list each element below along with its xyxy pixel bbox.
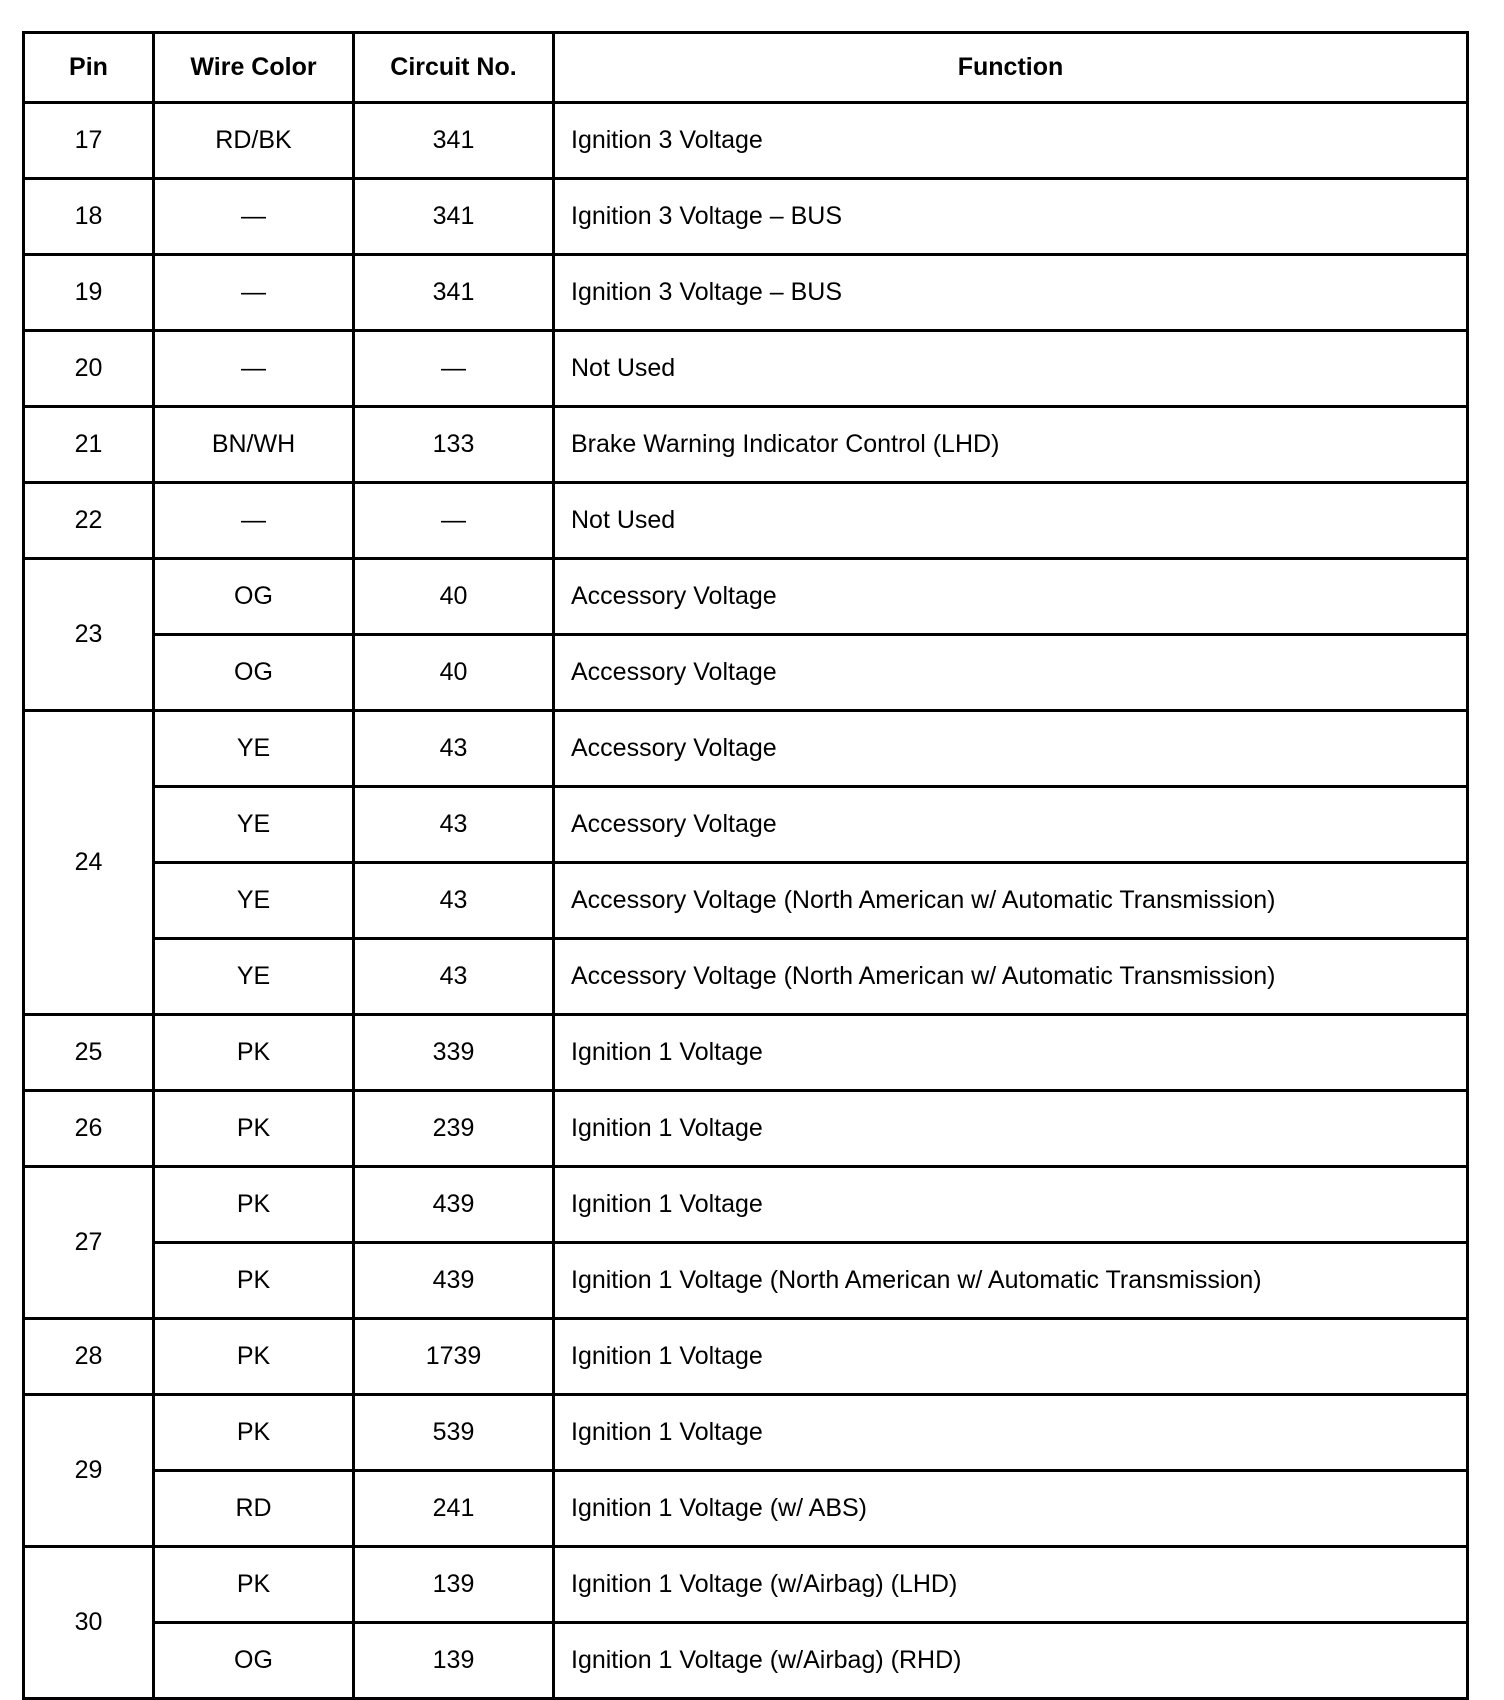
connector-pinout-table <box>22 31 1469 1700</box>
function-cell: Ignition 1 Voltage (w/Airbag) (RHD) <box>554 1623 1468 1699</box>
wire-color-cell: BN/WH <box>154 407 354 483</box>
wire-color-cell: YE <box>154 711 354 787</box>
table-row <box>24 711 1468 787</box>
wire-color-cell: YE <box>154 939 354 1015</box>
function-cell: Ignition 1 Voltage <box>554 1091 1468 1167</box>
function-cell: Brake Warning Indicator Control (LHD) <box>554 407 1468 483</box>
header-row <box>24 33 1468 103</box>
table-row <box>24 1547 1468 1623</box>
circuit-no-cell: 539 <box>354 1395 554 1471</box>
wire-color-cell: PK <box>154 1015 354 1091</box>
circuit-no-column-header: Circuit No. <box>354 33 554 103</box>
pin-cell: 29 <box>24 1395 154 1547</box>
table-row <box>24 635 1468 711</box>
wire-color-cell: — <box>154 179 354 255</box>
pin-cell: 30 <box>24 1547 154 1699</box>
pin-column-header: Pin <box>24 33 154 103</box>
wire-color-cell: RD <box>154 1471 354 1547</box>
circuit-no-cell: 133 <box>354 407 554 483</box>
pin-cell: 21 <box>24 407 154 483</box>
wire-color-cell: OG <box>154 559 354 635</box>
table-body <box>24 103 1468 1699</box>
table-row <box>24 1623 1468 1699</box>
function-cell: Not Used <box>554 483 1468 559</box>
wire-color-cell: PK <box>154 1319 354 1395</box>
function-cell: Ignition 3 Voltage <box>554 103 1468 179</box>
table-row <box>24 331 1468 407</box>
pin-cell: 26 <box>24 1091 154 1167</box>
function-cell: Ignition 3 Voltage – BUS <box>554 179 1468 255</box>
pin-cell: 25 <box>24 1015 154 1091</box>
function-cell: Accessory Voltage <box>554 559 1468 635</box>
pin-cell: 22 <box>24 483 154 559</box>
table-row <box>24 939 1468 1015</box>
circuit-no-cell: 439 <box>354 1167 554 1243</box>
function-cell: Accessory Voltage <box>554 787 1468 863</box>
table-row <box>24 255 1468 331</box>
circuit-no-cell: 339 <box>354 1015 554 1091</box>
circuit-no-cell: 43 <box>354 711 554 787</box>
function-cell: Ignition 1 Voltage (North American w/ Automatic Transmission) <box>554 1243 1468 1319</box>
function-column-header: Function <box>554 33 1468 103</box>
wire-color-cell: — <box>154 483 354 559</box>
function-cell: Ignition 1 Voltage <box>554 1319 1468 1395</box>
pin-cell: 24 <box>24 711 154 1015</box>
table-row <box>24 407 1468 483</box>
pin-cell: 28 <box>24 1319 154 1395</box>
circuit-no-cell: 1739 <box>354 1319 554 1395</box>
table-row <box>24 103 1468 179</box>
wire-color-column-header: Wire Color <box>154 33 354 103</box>
function-cell: Accessory Voltage (North American w/ Automatic Transmission) <box>554 863 1468 939</box>
table-row <box>24 483 1468 559</box>
pin-cell: 17 <box>24 103 154 179</box>
wire-color-cell: — <box>154 331 354 407</box>
circuit-no-cell: 43 <box>354 939 554 1015</box>
circuit-no-cell: — <box>354 483 554 559</box>
circuit-no-cell: 241 <box>354 1471 554 1547</box>
wire-color-cell: RD/BK <box>154 103 354 179</box>
circuit-no-cell: 341 <box>354 179 554 255</box>
wire-color-cell: PK <box>154 1167 354 1243</box>
function-cell: Ignition 1 Voltage <box>554 1395 1468 1471</box>
function-cell: Accessory Voltage <box>554 635 1468 711</box>
table-row <box>24 1015 1468 1091</box>
pin-cell: 20 <box>24 331 154 407</box>
function-cell: Accessory Voltage <box>554 711 1468 787</box>
function-cell: Not Used <box>554 331 1468 407</box>
table-row <box>24 1471 1468 1547</box>
table-row <box>24 179 1468 255</box>
circuit-no-cell: 139 <box>354 1547 554 1623</box>
circuit-no-cell: 40 <box>354 635 554 711</box>
circuit-no-cell: 341 <box>354 103 554 179</box>
wire-color-cell: OG <box>154 635 354 711</box>
circuit-no-cell: 341 <box>354 255 554 331</box>
function-cell: Ignition 3 Voltage – BUS <box>554 255 1468 331</box>
wire-color-cell: PK <box>154 1547 354 1623</box>
table-row <box>24 559 1468 635</box>
table-row <box>24 1243 1468 1319</box>
wire-color-cell: PK <box>154 1243 354 1319</box>
wire-color-cell: — <box>154 255 354 331</box>
circuit-no-cell: 43 <box>354 787 554 863</box>
function-cell: Ignition 1 Voltage (w/Airbag) (LHD) <box>554 1547 1468 1623</box>
function-cell: Ignition 1 Voltage <box>554 1015 1468 1091</box>
circuit-no-cell: 439 <box>354 1243 554 1319</box>
table-row <box>24 1091 1468 1167</box>
wire-color-cell: PK <box>154 1395 354 1471</box>
circuit-no-cell: 43 <box>354 863 554 939</box>
wire-color-cell: OG <box>154 1623 354 1699</box>
pin-cell: 18 <box>24 179 154 255</box>
function-cell: Accessory Voltage (North American w/ Automatic Transmission) <box>554 939 1468 1015</box>
pin-cell: 23 <box>24 559 154 711</box>
pin-cell: 27 <box>24 1167 154 1319</box>
function-cell: Ignition 1 Voltage (w/ ABS) <box>554 1471 1468 1547</box>
table-row <box>24 863 1468 939</box>
table-row <box>24 787 1468 863</box>
wire-color-cell: PK <box>154 1091 354 1167</box>
pin-cell: 19 <box>24 255 154 331</box>
circuit-no-cell: 40 <box>354 559 554 635</box>
wire-color-cell: YE <box>154 863 354 939</box>
circuit-no-cell: 139 <box>354 1623 554 1699</box>
table-row <box>24 1395 1468 1471</box>
circuit-no-cell: — <box>354 331 554 407</box>
function-cell: Ignition 1 Voltage <box>554 1167 1468 1243</box>
wire-color-cell: YE <box>154 787 354 863</box>
circuit-no-cell: 239 <box>354 1091 554 1167</box>
table-row <box>24 1319 1468 1395</box>
table-row <box>24 1167 1468 1243</box>
